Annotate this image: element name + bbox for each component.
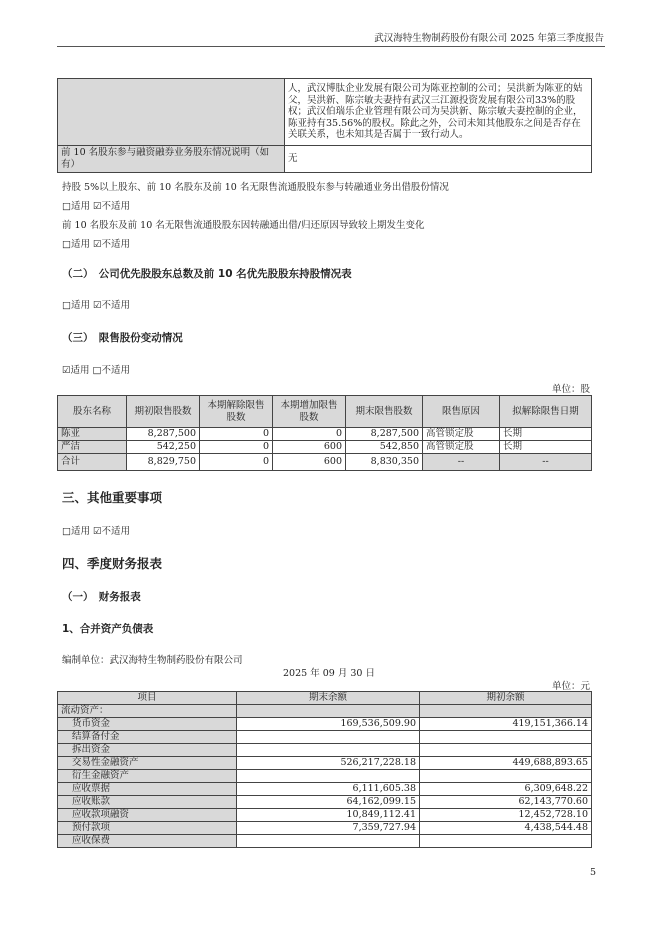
cell: 严洁 bbox=[58, 441, 127, 454]
col-header: 期末限售股数 bbox=[346, 396, 423, 428]
table-row bbox=[58, 796, 592, 809]
cell: 0 bbox=[200, 441, 273, 454]
item-cell: 衍生金融资产 bbox=[58, 770, 237, 783]
table-row bbox=[58, 705, 592, 718]
cell: 长期 bbox=[500, 441, 592, 454]
table-row bbox=[58, 822, 592, 835]
table-row bbox=[58, 718, 592, 731]
value-cell bbox=[420, 705, 592, 718]
value-cell: 62,143,770.60 bbox=[420, 796, 592, 809]
financial-statements-heading: （一） 财务报表 bbox=[62, 591, 141, 603]
col-header: 拟解除限售日期 bbox=[500, 396, 592, 428]
table-row bbox=[58, 783, 592, 796]
change-paragraph: 前 10 名股东及前 10 名无限售流通股股东因转融通出借/归还原因导致较上期发生变化 bbox=[62, 220, 425, 231]
report-header: 武汉海特生物制药股份有限公司 2025 年第三季度报告 bbox=[374, 33, 604, 44]
col-header: 本期增加限售股数 bbox=[273, 396, 346, 428]
table-row bbox=[58, 809, 592, 822]
item-cell: 流动资产： bbox=[58, 705, 237, 718]
restricted-unit: 单位：股 bbox=[551, 384, 590, 395]
balance-unit: 单位：元 bbox=[551, 681, 590, 692]
col-header: 本期解除限售股数 bbox=[200, 396, 273, 428]
balance-sheet-table bbox=[57, 691, 592, 848]
restricted-shares-table bbox=[57, 395, 592, 471]
col-header: 项目 bbox=[58, 692, 237, 705]
value-cell: 64,162,099.15 bbox=[237, 796, 420, 809]
item-cell: 应收款项融资 bbox=[58, 809, 237, 822]
restricted-checkbox: ☑适用 □不适用 bbox=[62, 365, 131, 376]
value-cell: 12,452,728.10 bbox=[420, 809, 592, 822]
value-cell bbox=[420, 731, 592, 744]
value-cell bbox=[420, 744, 592, 757]
section-four-heading: 四、季度财务报表 bbox=[62, 556, 163, 571]
margin-trading-value: 无 bbox=[285, 146, 592, 173]
item-cell: 应收保费 bbox=[58, 835, 237, 848]
table-row bbox=[58, 428, 592, 441]
table-row bbox=[58, 744, 592, 757]
value-cell bbox=[237, 705, 420, 718]
item-cell: 应收账款 bbox=[58, 796, 237, 809]
value-cell bbox=[420, 770, 592, 783]
cell: 合计 bbox=[58, 454, 127, 471]
cell: 600 bbox=[273, 454, 346, 471]
value-cell: 449,688,893.65 bbox=[420, 757, 592, 770]
item-cell: 结算备付金 bbox=[58, 731, 237, 744]
value-cell bbox=[420, 835, 592, 848]
cell: 542,250 bbox=[127, 441, 200, 454]
cell: 高管锁定股 bbox=[423, 428, 500, 441]
other-matters-checkbox: □适用 ☑不适用 bbox=[62, 526, 131, 537]
cell: 600 bbox=[273, 441, 346, 454]
value-cell: 526,217,228.18 bbox=[237, 757, 420, 770]
col-header: 期初余额 bbox=[420, 692, 592, 705]
table-row bbox=[58, 770, 592, 783]
compiler: 编制单位：武汉海特生物制药股份有限公司 bbox=[62, 655, 243, 666]
lending-checkbox: □适用 ☑不适用 bbox=[62, 201, 131, 212]
preferred-checkbox: □适用 ☑不适用 bbox=[62, 300, 131, 311]
value-cell: 10,849,112.41 bbox=[237, 809, 420, 822]
cell: 8,830,350 bbox=[346, 454, 423, 471]
shareholder-relation-table bbox=[57, 78, 592, 173]
change-checkbox: □适用 ☑不适用 bbox=[62, 239, 131, 250]
cell: 542,850 bbox=[346, 441, 423, 454]
cell: 0 bbox=[200, 454, 273, 471]
report-date: 2025 年 09 月 30 日 bbox=[283, 668, 375, 679]
value-cell bbox=[237, 744, 420, 757]
item-cell: 预付款项 bbox=[58, 822, 237, 835]
value-cell: 4,438,544.48 bbox=[420, 822, 592, 835]
item-cell: 交易性金融资产 bbox=[58, 757, 237, 770]
value-cell bbox=[237, 770, 420, 783]
cell: -- bbox=[423, 454, 500, 471]
table-row bbox=[58, 441, 592, 454]
value-cell bbox=[237, 835, 420, 848]
item-cell: 拆出资金 bbox=[58, 744, 237, 757]
cell: 0 bbox=[273, 428, 346, 441]
table-row bbox=[58, 731, 592, 744]
restricted-shares-heading: （三） 限售股份变动情况 bbox=[62, 332, 183, 344]
table-row bbox=[58, 454, 592, 471]
value-cell: 6,111,605.38 bbox=[237, 783, 420, 796]
table-row bbox=[58, 835, 592, 848]
value-cell: 419,151,366.14 bbox=[420, 718, 592, 731]
header-rule bbox=[57, 46, 605, 47]
page-number: 5 bbox=[589, 867, 596, 878]
col-header: 期末余额 bbox=[237, 692, 420, 705]
value-cell bbox=[237, 731, 420, 744]
relation-text-cell: 人，武汉博肽企业发展有限公司为陈亚控制的公司；吴洪新为陈亚的姑父，吴洪新、陈宗敏夫妻持有武汉三江源投资发展有限公司33%的股权；武汉伯瑞乐企业管理有限公司为吴洪新、陈宗敏夫妻控制的企业，陈亚持有35.56%的股权。除此之外，公司未知其他股东之间是否存在关联关系，也未知其是否属于一致行动人。 bbox=[285, 79, 592, 146]
preferred-shares-heading: （二） 公司优先股股东总数及前 10 名优先股股东持股情况表 bbox=[62, 268, 352, 280]
margin-trading-label: 前 10 名股东参与融资融券业务股东情况说明（如有） bbox=[58, 146, 285, 173]
cell: 高管锁定股 bbox=[423, 441, 500, 454]
cell: 长期 bbox=[500, 428, 592, 441]
value-cell: 169,536,509.90 bbox=[237, 718, 420, 731]
item-cell: 应收票据 bbox=[58, 783, 237, 796]
cell: 8,829,750 bbox=[127, 454, 200, 471]
lending-paragraph: 持股 5%以上股东、前 10 名股东及前 10 名无限售流通股股东参与转融通业务出借股份情况 bbox=[62, 182, 449, 193]
value-cell: 6,309,648.22 bbox=[420, 783, 592, 796]
value-cell: 7,359,727.94 bbox=[237, 822, 420, 835]
relation-label-cell bbox=[58, 79, 285, 146]
balance-sheet-heading: 1、合并资产负债表 bbox=[62, 623, 154, 635]
cell: -- bbox=[500, 454, 592, 471]
section-three-heading: 三、其他重要事项 bbox=[62, 490, 163, 505]
table-row bbox=[58, 757, 592, 770]
col-header: 限售原因 bbox=[423, 396, 500, 428]
cell: 8,287,500 bbox=[346, 428, 423, 441]
col-header: 期初限售股数 bbox=[127, 396, 200, 428]
cell: 陈亚 bbox=[58, 428, 127, 441]
cell: 0 bbox=[200, 428, 273, 441]
cell: 8,287,500 bbox=[127, 428, 200, 441]
col-header: 股东名称 bbox=[58, 396, 127, 428]
item-cell: 货币资金 bbox=[58, 718, 237, 731]
